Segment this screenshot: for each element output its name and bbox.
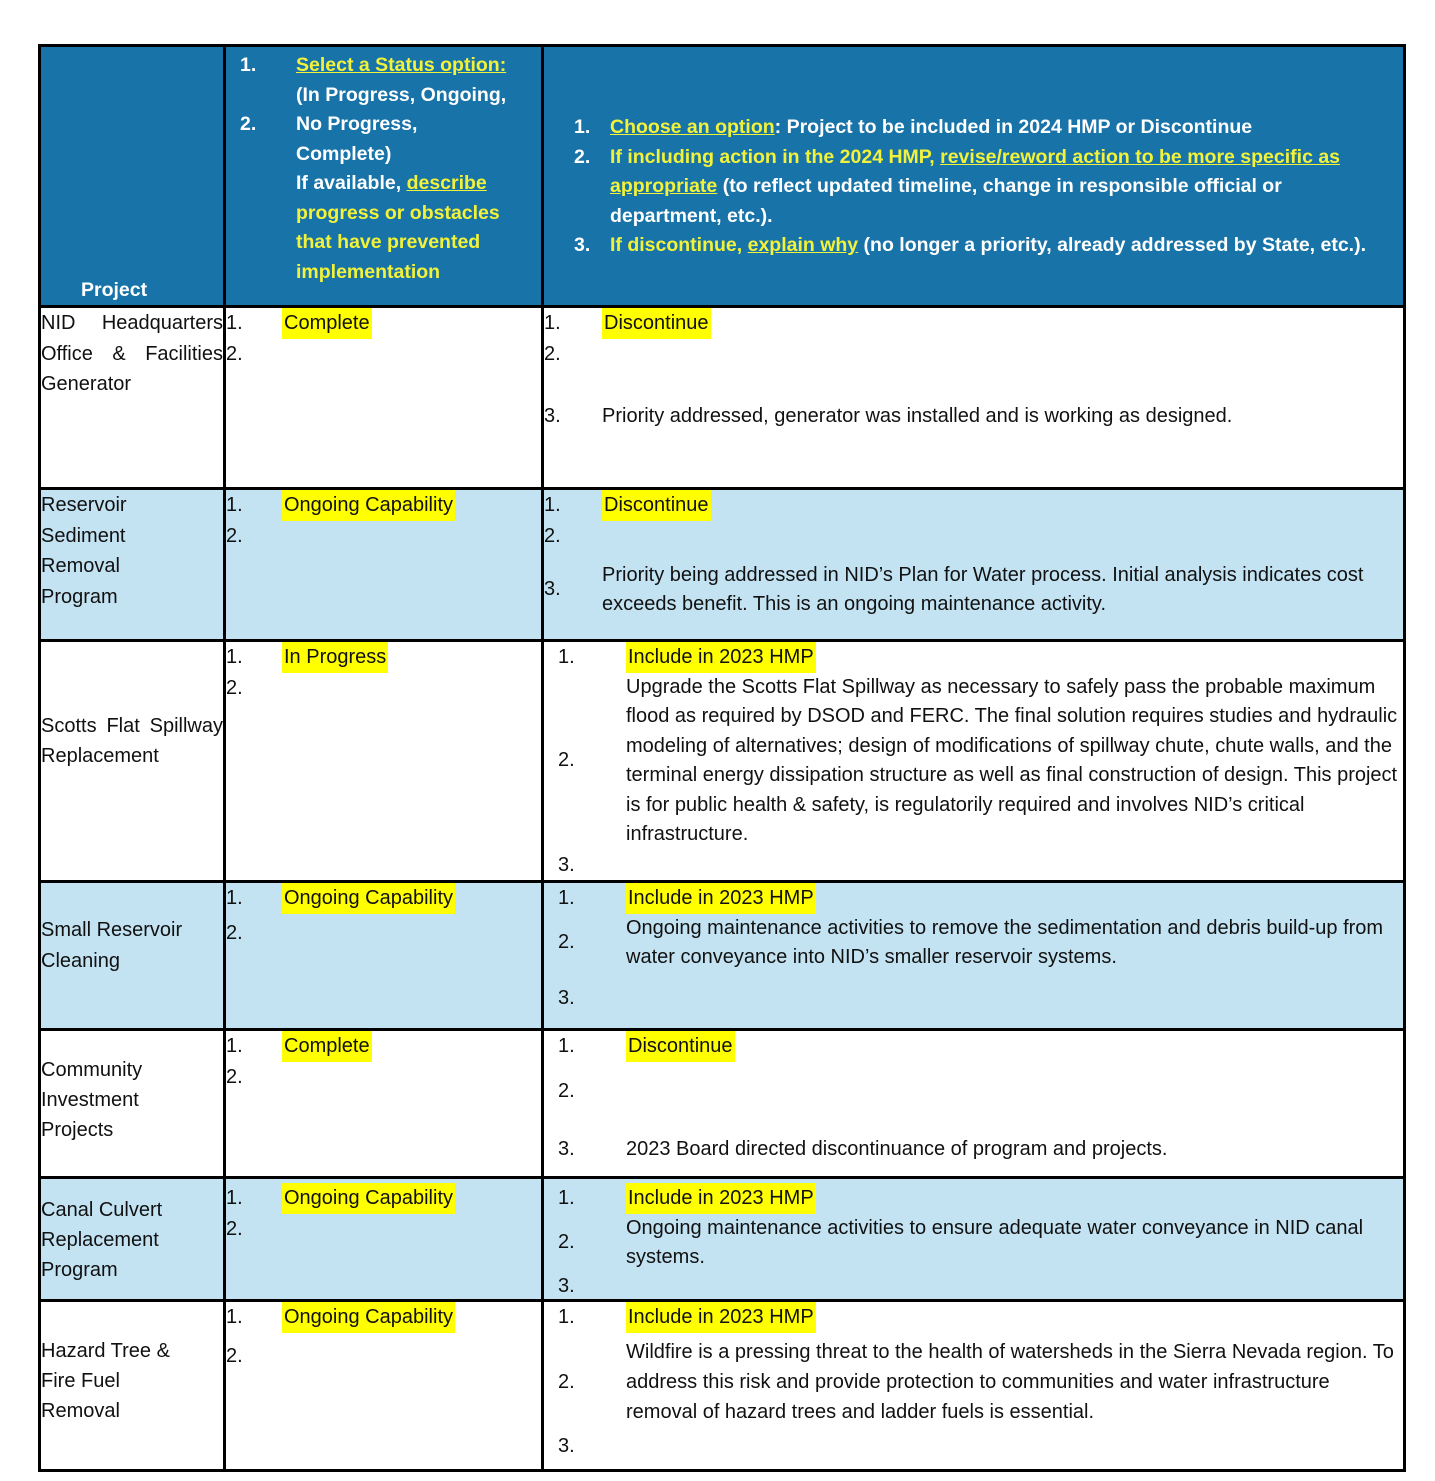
action-cell: 1. Include in 2023 HMP 2. Upgrade the Scotts Flat Spillway as necessary to safely pass the probable maximum flood as required by DSOD and FERC. The final solution requires studies and hydraulic modeling of alternatives; design of modifications of spillway chute, chute walls, and the terminal energy dissipation structure as well as final construction of design. This project is for public health & safety, is regulatorily required and involves NID’s critical infrastructure. 3. xyxy=(543,641,1405,882)
status-cell: 1. Ongoing Capability 2. xyxy=(225,1178,543,1301)
status-badge: Ongoing Capability xyxy=(282,883,455,914)
choose-option-link: Choose an option xyxy=(610,116,775,139)
status-options-text: (In Progress, Ongoing, xyxy=(296,83,507,106)
project-name: Canal Culvert Replacement Program xyxy=(40,1178,225,1301)
action-badge: Include in 2023 HMP xyxy=(626,1302,816,1333)
list-number: 2. xyxy=(574,145,591,168)
action-cell: 1. Discontinue 2. 3. 2023 Board directed discontinuance of program and projects. xyxy=(543,1030,1405,1178)
action-badge: Include in 2023 HMP xyxy=(626,883,816,914)
status-badge: Ongoing Capability xyxy=(282,1302,455,1333)
table-row xyxy=(40,882,1405,1030)
action-instruction-text: : Project to be included in 2024 HMP or Discontinue xyxy=(774,116,1253,139)
status-options-text: Complete) xyxy=(296,142,392,165)
status-badge: Complete xyxy=(282,308,372,339)
status-instruction-text: that have prevented xyxy=(296,231,481,253)
status-cell: 1. Complete 2. xyxy=(225,307,543,489)
project-status-table xyxy=(38,44,1406,1472)
action-instruction-text: (to reflect updated timeline, change in responsible official or department, etc.). xyxy=(610,175,1282,227)
status-badge: In Progress xyxy=(282,642,388,673)
action-cell: 1. Include in 2023 HMP 2. Ongoing maintenance activities to remove the sedimentation and debris build-up from water conveyance into NID’s smaller reservoir systems. 3. xyxy=(543,882,1405,1030)
action-instruction-text: If including action in the 2024 HMP, xyxy=(610,145,941,168)
header-action xyxy=(543,46,1405,307)
status-badge: Ongoing Capability xyxy=(282,490,455,521)
action-instruction-text: If discontinue, xyxy=(610,234,748,257)
table-row xyxy=(40,489,1405,641)
revise-action-link: revise/reword action to be more specific as appropriate xyxy=(610,145,1341,198)
project-name: Hazard Tree & Fire Fuel Removal xyxy=(40,1301,225,1471)
action-cell: 1. Discontinue 2. 3. Priority addressed, generator was installed and is working as designed. xyxy=(543,307,1405,489)
table-row xyxy=(40,1030,1405,1178)
table-row xyxy=(40,641,1405,882)
table-row xyxy=(40,1178,1405,1301)
status-cell: 1. In Progress 2. xyxy=(225,641,543,882)
action-description: Ongoing maintenance activities to remove the sedimentation and debris build-up from water conveyance into NID’s smaller reservoir systems. xyxy=(626,916,1384,968)
status-badge: Complete xyxy=(282,1031,372,1062)
status-instruction-text: implementation xyxy=(296,260,441,283)
action-badge: Discontinue xyxy=(602,308,711,339)
action-cell: 1. Include in 2023 HMP 2. Ongoing maintenance activities to ensure adequate water conveyance in NID canal systems. 3. xyxy=(543,1178,1405,1301)
table-row xyxy=(40,307,1405,489)
project-name: Scotts Flat Spillway Replacement xyxy=(40,641,225,882)
select-status-link: Select a Status option: xyxy=(296,54,507,76)
action-instruction-text: (no longer a priority, already addressed by State, etc.). xyxy=(858,234,1367,257)
action-explanation: Priority being addressed in NID’s Plan for Water process. Initial analysis indicates cost exceeds benefit. This is an ongoing maintenance activity. xyxy=(602,563,1364,615)
status-badge: Ongoing Capability xyxy=(282,1183,455,1214)
header-project xyxy=(40,46,225,307)
action-cell: 1. Include in 2023 HMP 2. Wildfire is a pressing threat to the health of watersheds in the Sierra Nevada region. To address this risk and provide protection to communities and water infrastructure removal of hazard trees and ladder fuels is essential. 3. xyxy=(543,1301,1405,1471)
project-name: Small Reservoir Cleaning xyxy=(40,882,225,1030)
explain-why-link: explain why xyxy=(747,234,859,257)
action-explanation: 2023 Board directed discontinuance of program and projects. xyxy=(626,1138,1168,1160)
status-options-text: No Progress, xyxy=(296,113,418,135)
table-row xyxy=(40,1301,1405,1471)
action-badge: Include in 2023 HMP xyxy=(626,642,816,673)
list-number: 2. xyxy=(240,113,257,135)
action-description: Wildfire is a pressing threat to the health of watersheds in the Sierra Nevada region. To address this risk and provide protection to communities and water infrastructure removal of hazard trees and ladder fuels is essential. xyxy=(626,1340,1394,1423)
action-badge: Include in 2023 HMP xyxy=(626,1183,816,1214)
status-cell: 1. Ongoing Capability 2. xyxy=(225,489,543,641)
action-badge: Discontinue xyxy=(602,490,711,521)
action-description: Ongoing maintenance activities to ensure adequate water conveyance in NID canal systems. xyxy=(626,1216,1364,1268)
list-number: 1. xyxy=(240,54,257,76)
describe-link: describe xyxy=(406,172,487,194)
list-number: 1. xyxy=(574,116,591,139)
table-header-row xyxy=(40,46,1405,307)
status-cell: 1. Ongoing Capability 2. xyxy=(225,882,543,1030)
status-cell: 1. Ongoing Capability 2. xyxy=(225,1301,543,1471)
status-instruction-text: If available, xyxy=(296,172,407,194)
action-explanation: Priority addressed, generator was installed and is working as designed. xyxy=(602,404,1233,427)
action-description: Upgrade the Scotts Flat Spillway as necessary to safely pass the probable maximum flood as required by DSOD and FERC. The final solution requires studies and hydraulic modeling of alternatives; design of modifications of spillway chute, chute walls, and the terminal energy dissipation structure as well as final construction of design. This project is for public health & safety, is regulatorily required and involves NID’s critical infrastructure. xyxy=(626,675,1398,845)
list-number: 3. xyxy=(574,234,591,257)
header-status xyxy=(225,46,543,307)
status-cell: 1. Complete 2. xyxy=(225,1030,543,1178)
project-name: NID Headquarters Office & Facilities Generator xyxy=(40,307,225,489)
action-badge: Discontinue xyxy=(626,1031,735,1062)
status-instruction-text: progress or obstacles xyxy=(296,201,500,224)
project-name: Community Investment Projects xyxy=(40,1030,225,1178)
header-project-label: Project xyxy=(81,278,148,301)
project-name: Reservoir Sediment Removal Program xyxy=(40,489,225,641)
action-cell: 1. Discontinue 2. 3. Priority being addressed in NID’s Plan for Water process. Initial analysis indicates cost exceeds benefit. This is an ongoing maintenance activity. xyxy=(543,489,1405,641)
